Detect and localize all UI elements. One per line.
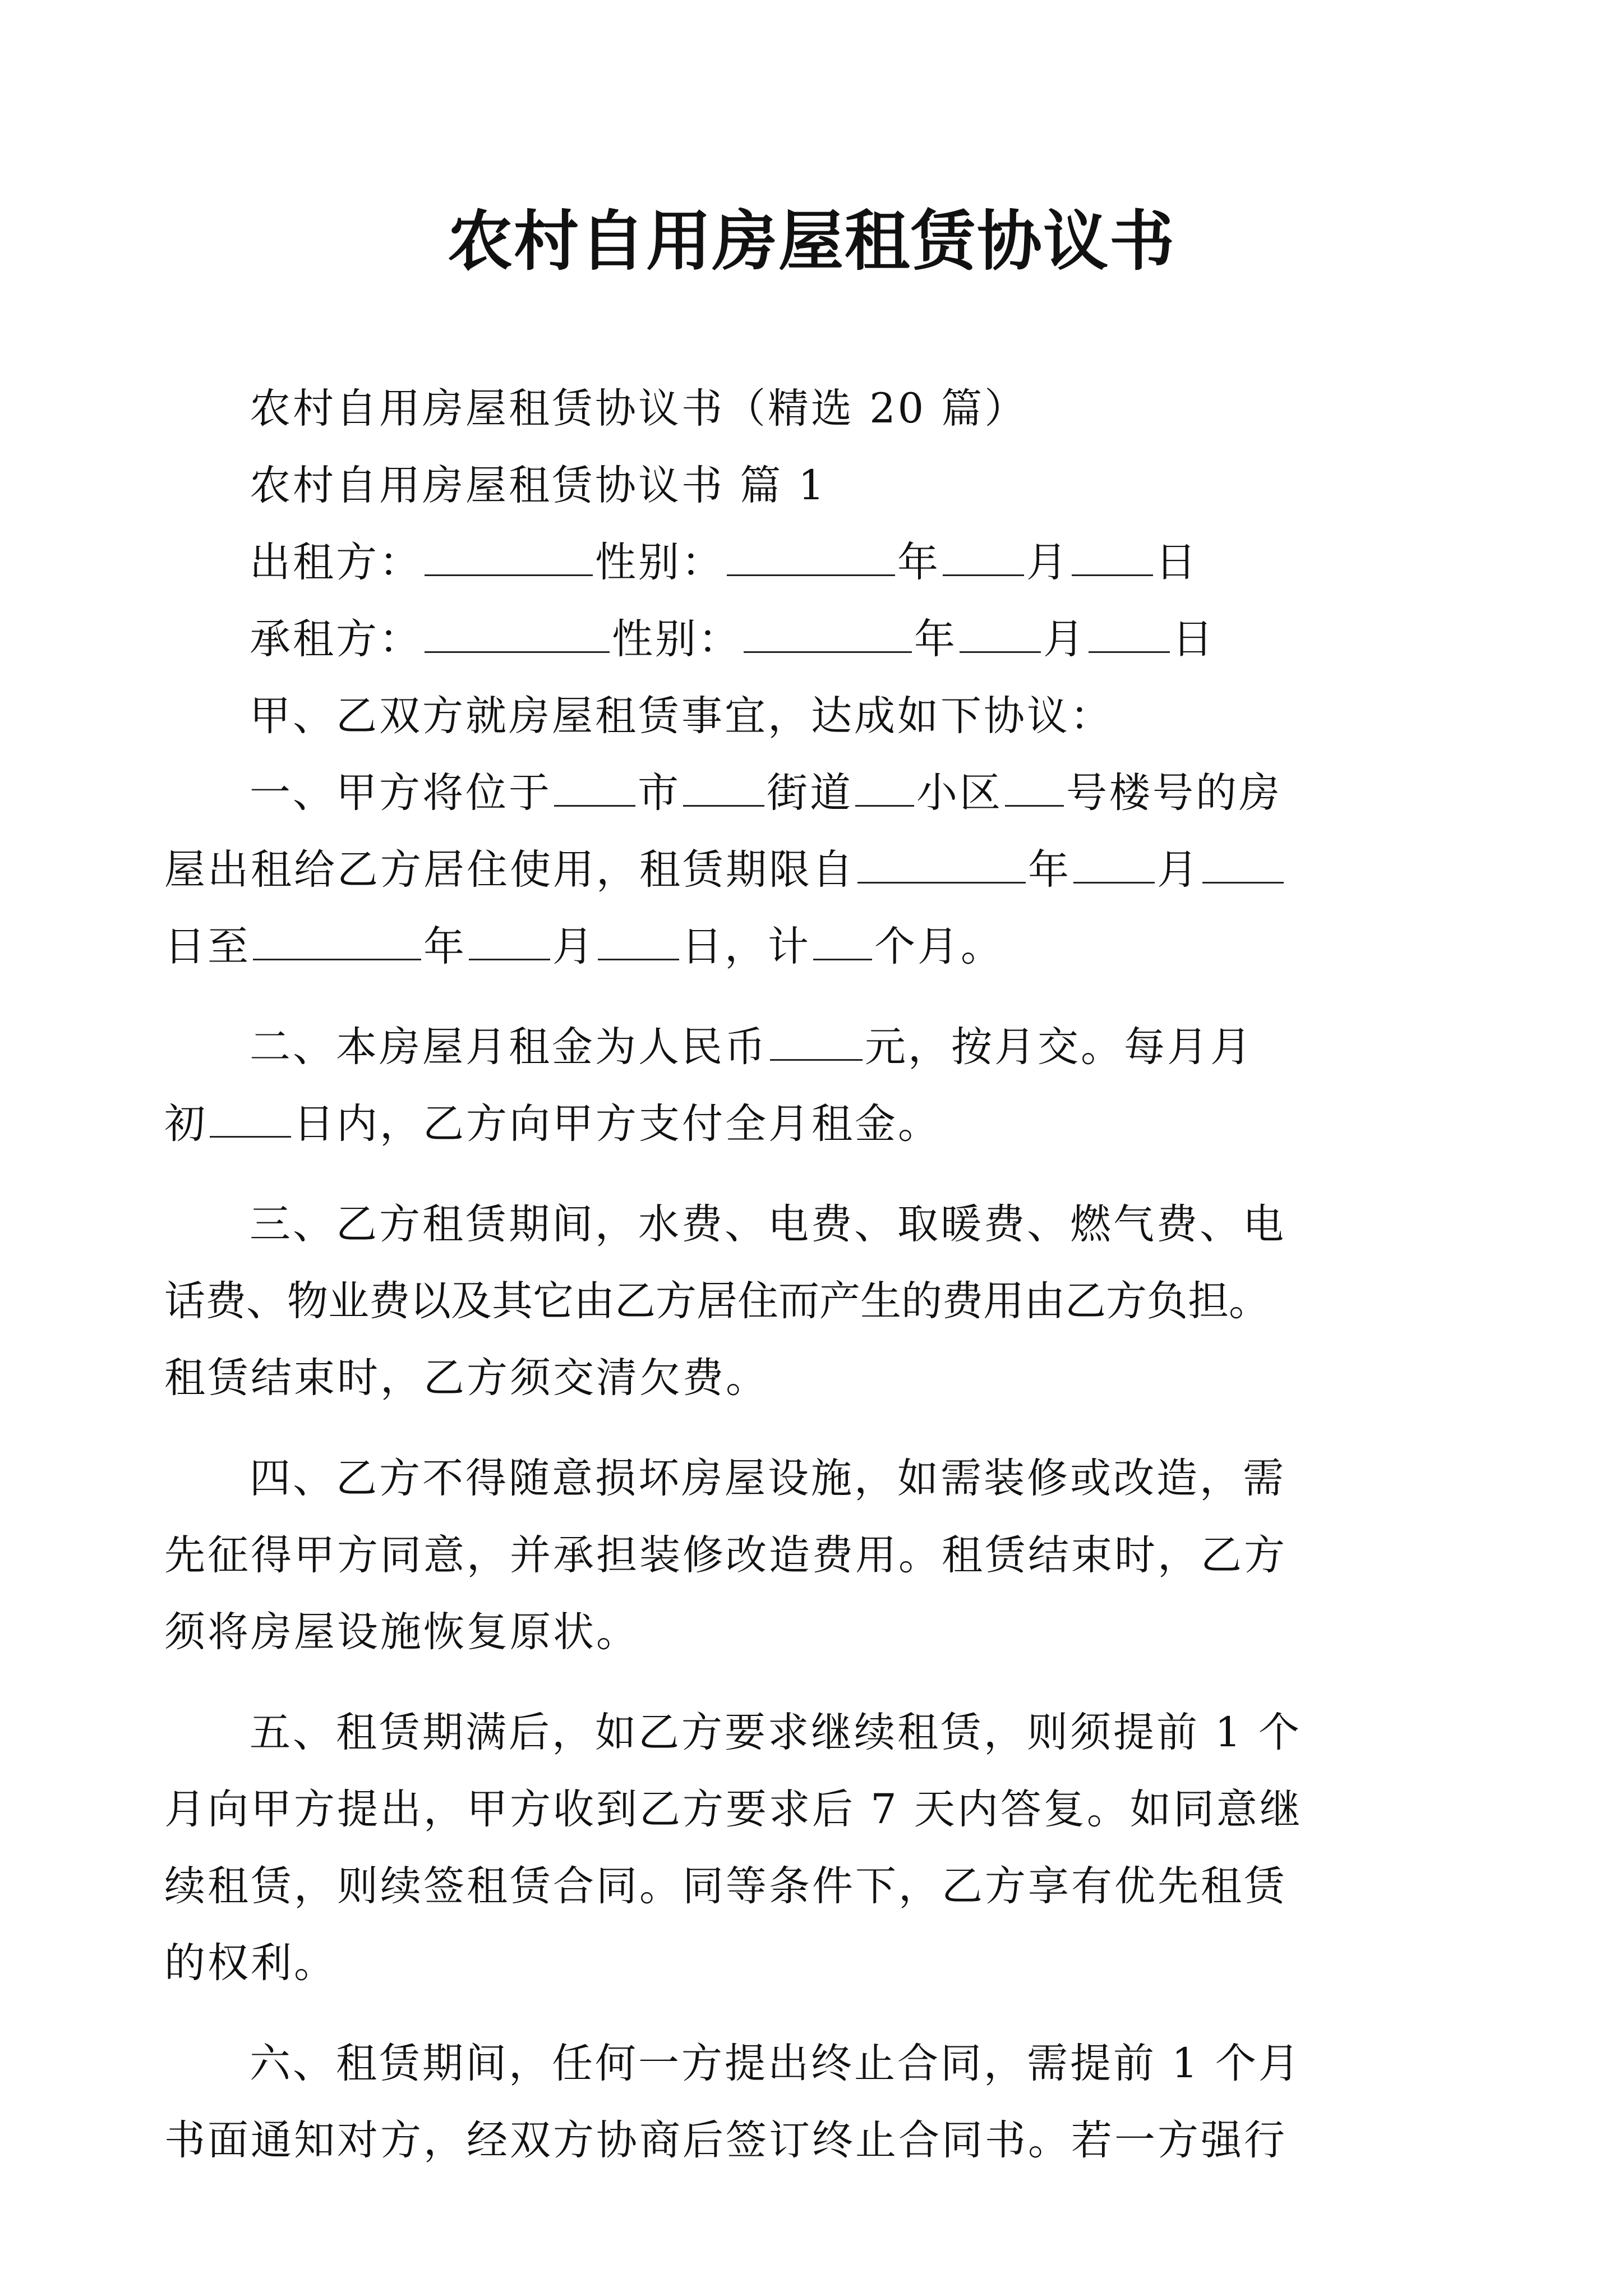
end-day-blank [598, 924, 679, 960]
clause2-text: 元，按月交。每月月 [865, 1023, 1253, 1071]
lessor-day-blank [1072, 540, 1153, 576]
lessee-gender-label: 性别： [612, 615, 741, 663]
lessor-gender-blank [727, 540, 895, 576]
lessor-name-blank [425, 540, 593, 576]
clause1-text: 个月。 [874, 923, 1004, 970]
lessee-month-blank [960, 616, 1041, 653]
clause1-text: 市 [638, 769, 681, 817]
lessor-year: 年 [897, 539, 940, 586]
lessee-year: 年 [914, 615, 957, 663]
paragraph-gap [250, 1671, 1385, 1694]
paragraph-gap [250, 1416, 1385, 1440]
clause1-text: 号楼号的房 [1066, 769, 1282, 817]
clause3-line1: 三、乙方租赁期间，水费、电费、取暖费、燃气费、电 [250, 1200, 1286, 1248]
intro-line: 甲、乙双方就房屋租赁事宜，达成如下协议： [250, 692, 1113, 740]
clause2-text: 日内，乙方向甲方支付全月租金。 [293, 1100, 941, 1148]
subtitle: 农村自用房屋租赁协议书（精选 20 篇） [250, 385, 1028, 432]
clause1-text: 年 [423, 923, 467, 970]
months-blank [813, 924, 872, 960]
clause2-line1 [250, 1009, 1385, 1085]
lessee-day-blank [1089, 616, 1170, 653]
clause4-line3: 须将房屋设施恢复原状。 [164, 1608, 639, 1656]
document-body [164, 370, 1385, 2179]
lessor-month-blank [943, 540, 1024, 576]
clause4-line2: 先征得甲方同意，并承担装修改造费用。租赁结束时，乙方 [164, 1531, 1287, 1579]
lessor-gender-label: 性别： [595, 539, 725, 586]
start-month-blank [1073, 847, 1155, 884]
lessee-month: 月 [1043, 615, 1086, 663]
paragraph-gap [250, 985, 1385, 1009]
start-year-blank [857, 847, 1026, 884]
clause3-line3: 租赁结束时，乙方须交清欠费。 [164, 1354, 769, 1402]
section-heading: 农村自用房屋租赁协议书 篇 1 [250, 462, 827, 509]
clause5-line2: 月向甲方提出，甲方收到乙方要求后 7 天内答复。如同意继 [164, 1786, 1303, 1833]
building-blank [1005, 770, 1064, 807]
lessor-month: 月 [1026, 539, 1069, 586]
clause5-line4: 的权利。 [164, 1939, 337, 1987]
community-blank [855, 770, 914, 807]
clause4-line1: 四、乙方不得随意损坏房屋设施，如需装修或改造，需 [250, 1455, 1286, 1502]
lessee-label: 承租方： [250, 615, 422, 663]
clause1-line1 [250, 754, 1385, 831]
clause1-line2 [164, 831, 1385, 908]
lessor-day: 日 [1155, 539, 1198, 586]
clause3-line2: 话费、物业费以及其它由乙方居住而产生的费用由乙方负担。 [164, 1277, 1270, 1325]
paragraph-gap [250, 2001, 1385, 2025]
clause2-line2 [164, 1085, 1385, 1162]
clause1-text: 日，计 [681, 923, 811, 970]
clause1-text: 月 [552, 923, 596, 970]
clause1-text: 街道 [767, 769, 853, 817]
clause1-text: 日至 [164, 923, 251, 970]
clause1-line3 [164, 908, 1385, 985]
lessee-line [250, 601, 1385, 678]
clause2-text: 初 [164, 1100, 208, 1148]
city-blank [554, 770, 635, 807]
street-blank [683, 770, 764, 807]
payment-day-blank [210, 1101, 291, 1138]
clause1-text: 月 [1157, 846, 1200, 894]
clause2-text: 二、本房屋月租金为人民币 [250, 1023, 768, 1071]
lessee-gender-blank [744, 616, 912, 653]
clause1-text: 屋出租给乙方居住使用，租赁期限自 [164, 846, 855, 894]
clause1-text: 年 [1028, 846, 1071, 894]
clause5-line3: 续租赁，则续签租赁合同。同等条件下，乙方享有优先租赁 [164, 1862, 1287, 1910]
paragraph-gap [250, 1162, 1385, 1186]
start-day-blank [1202, 847, 1284, 884]
clause5-line1: 五、租赁期满后，如乙方要求继续租赁，则须提前 1 个 [250, 1709, 1302, 1756]
end-year-blank [253, 924, 421, 960]
clause1-text: 一、甲方将位于 [250, 769, 552, 817]
rent-amount-blank [770, 1024, 863, 1061]
end-month-blank [469, 924, 550, 960]
lessor-label: 出租方： [250, 539, 422, 586]
lessee-day: 日 [1172, 615, 1215, 663]
lessee-name-blank [425, 616, 610, 653]
lessor-line [250, 524, 1385, 601]
document-title: 农村自用房屋租赁协议书 [448, 203, 1175, 279]
clause6-line1: 六、租赁期间，任何一方提出终止合同，需提前 1 个月 [250, 2040, 1302, 2087]
clause6-line2: 书面通知对方，经双方协商后签订终止合同书。若一方强行 [164, 2116, 1287, 2164]
clause1-text: 小区 [916, 769, 1003, 817]
